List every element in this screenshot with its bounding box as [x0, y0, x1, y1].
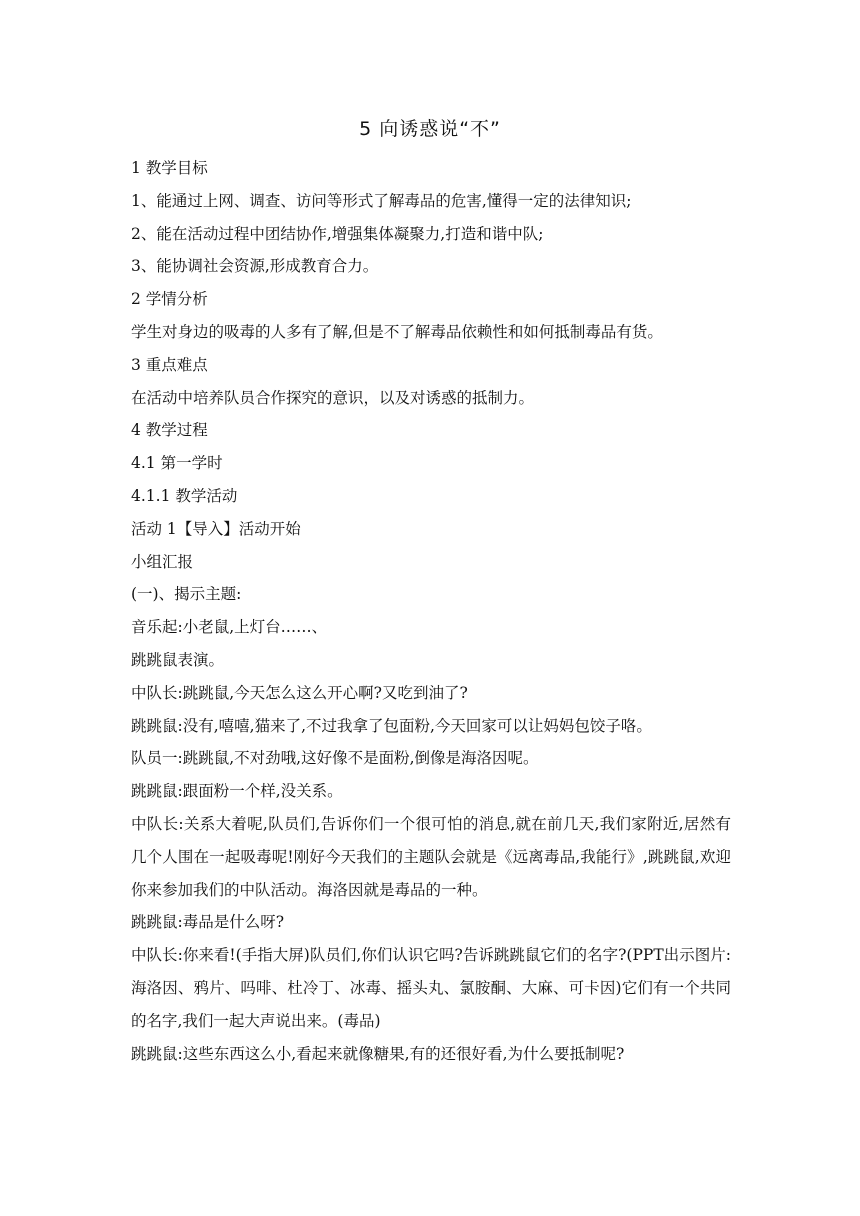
dialogue-line: 跳跳鼠:没有,嘻嘻,猫来了,不过我拿了包面粉,今天回家可以让妈妈包饺子咯。 [131, 716, 652, 735]
body-line: 3、能协调社会资源,形成教育合力。 [131, 257, 379, 276]
document-title: 5 向诱惑说“不” [359, 118, 501, 140]
body-line: 2、能在活动过程中团结协作,增强集体凝聚力,打造和谐中队; [131, 224, 544, 243]
subsection-heading: 4.1 第一学时 [131, 454, 223, 473]
dialogue-line: 队员一:跳跳鼠,不对劲哦,这好像不是面粉,倒像是海洛因呢。 [131, 749, 539, 768]
body-line: 跳跳鼠表演。 [131, 650, 225, 669]
dialogue-line: 跳跳鼠:这些东西这么小,看起来就像糖果,有的还很好看,为什么要抵制呢? [131, 1044, 625, 1063]
body-line: 学生对身边的吸毒的人多有了解,但是不了解毒品依赖性和如何抵制毒品有货。 [131, 322, 663, 341]
body-line: 音乐起:小老鼠,上灯台……、 [131, 618, 328, 637]
subsection-heading: 4.1.1 教学活动 [131, 486, 238, 505]
activity-heading: 活动 1【导入】活动开始 [131, 519, 301, 538]
document-body [131, 152, 731, 1070]
section-heading: 3 重点难点 [131, 355, 208, 374]
body-line: (一)、揭示主题: [131, 585, 242, 604]
section-heading: 4 教学过程 [131, 421, 208, 440]
body-line: 在活动中培养队员合作探究的意识，以及对诱惑的抵制力。 [131, 388, 535, 407]
dialogue-paragraph: 中队长:关系大着呢,队员们,告诉你们一个很可怕的消息,就在前几天,我们家附近,居然有几个人围在一起吸毒呢!刚好今天我们的主题队会就是《远离毒品,我能行》,跳跳鼠,欢迎你来参加我们的中队活动。海洛因就是毒品的一种。 [131, 814, 731, 899]
dialogue-line: 跳跳鼠:跟面粉一个样,没关系。 [131, 782, 343, 801]
dialogue-paragraph: 中队长:你来看!(手指大屏)队员们,你们认识它吗?告诉跳跳鼠它们的名字?(PPT出示图片:海洛因、鸦片、吗啡、杜冷丁、冰毒、摇头丸、氯胺酮、大麻、可卡因)它们有一个共同的名字,我们一起大声说出来。(毒品) [131, 946, 731, 1030]
section-heading: 1 教学目标 [131, 159, 208, 177]
dialogue-line: 中队长:跳跳鼠,今天怎么这么开心啊?又吃到油了? [131, 683, 468, 702]
section-heading: 2 学情分析 [131, 290, 208, 309]
dialogue-line: 跳跳鼠:毒品是什么呀? [131, 913, 285, 932]
body-line: 1、能通过上网、调查、访问等形式了解毒品的危害,懂得一定的法律知识; [131, 191, 632, 210]
body-line: 小组汇报 [131, 552, 194, 571]
